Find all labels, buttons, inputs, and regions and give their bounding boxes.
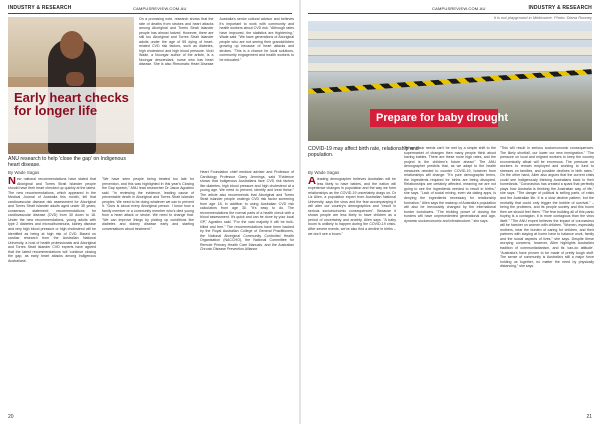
- photo-shelf: [308, 31, 592, 40]
- column-text: [308, 177, 396, 236]
- photo-face: [60, 31, 84, 59]
- drop-cap: A: [308, 177, 316, 187]
- column-2-text: "When basic needs can't be met by a simple shift to the supermarket of changes then many people think about having babies. There are these more high rates, and the project is the children's future ahead." The ANU demographer predicts that, as we adapt to the health measures needed to counter COVID-19, however from relationships will change. "It's pure demographic terms, the ingredients required for births are being disrupted. Relationships are certainly affected, meaning we are not going to see the ingredients needed to result in births," she says. "Lack of social mixing, even via dating apps, is denying the ingredients necessary for relationship formation." Allen says the makeup of Australia's population will also be irrevocably changed by the international border lockdowns. "The trickling power of closing the borders will have unprecedented generational and age-dynamic socioeconomic and infrastructure," she says.: [404, 146, 496, 223]
- article-column-3: [139, 17, 294, 167]
- article-column-2: [404, 146, 496, 417]
- article-column-1: [308, 177, 396, 417]
- article-byline: By Wade Sagas: [308, 170, 340, 175]
- column-4-text: Heart Foundation chief medical adviser and Professor of Cardiology Professor Garry Jennings, said "Evidence shows that Indigenous Australians face CVD risk factors like diabetes, high blood pressure and high cholesterol at a young age. We need to prevent, identify and treat these." The article also recommends that Aboriginal and Torres Strait Islander people undergo CVD risk factor screening from age 18, in addition to using Australian CVD risk calculators from age 30. "It's easy to do. The recommendations the normal parts of a health check with a blood assessment. It's quick and can be done by your local GP," Agostino said. "For the vast majority it will be bulk-billed and free." The recommendations have been backed by the Royal Australian College of General Practitioners, the National Aboriginal Community Controlled Health Organisation (NACCHO), the National Committee for Remote Primary Health Care Manuals, and the Australian Chronic Disease Prevention Alliance.: [200, 170, 294, 252]
- article-column-1: [8, 177, 96, 417]
- photo-caption: It is not playground in Melbourne. Photo: Diana Rooney: [493, 15, 592, 20]
- page-number: 21: [586, 414, 592, 420]
- drop-cap: N: [8, 177, 16, 187]
- column-1-text: leading demographer believes Australian will be less likely to have babies, and the nation will experience changes in population and the way we form relationships as the COVID-19 uncertainty drags on. Dr Liz Allen, a population expert from Australian National University, says the virus and the fear accompanying it will alter our country's demographics and "result in serious socioeconomic consequences". Because it shows people are less likely to have children as a period of uncertainty and anxiety, Allen says. "A baby boom is unlikely to happen during the COVID-19 crisis. After severe events, we've also find a decline in births – we don't see a boom.": [308, 177, 396, 236]
- article-standfirst: ANU research to help 'close the gap' on Indigenous heart disease.: [8, 156, 126, 169]
- column-1-text: ew national recommendations have stated that Aboriginal and Torres Strait Islander people should have their heart checked up quickly at the latest. The new recommendations, which appeared in the Medical Journal of Australia this month, tell that cardiovascular disease risk assessment for Aboriginal and Torres Strait Islander adults aged under 35 years; consensus statement; recommendations for cardiovascular disease (CVD) from 30 down to 18. Under the new recommendations, young adults with type 2 diabetes and microalbuminuria, kidney disease and very high blood pressure or high cholesterol will be identified as being at high risk of CVD. Based on cardiac research from the Australian National University, a host of health professionals and Aboriginal and Torres Strait Islander CVD experts have agreed that the latest recommendations will 'continue closing the gap, as early heart attacks among Indigenous Australians'.: [8, 177, 96, 263]
- article-column-4: [200, 170, 294, 417]
- article-photo: [308, 21, 592, 141]
- section-label: INDUSTRY & RESEARCH: [8, 5, 72, 11]
- column-3-text: "This will result in serious socioeconomic consequences. The likely shortfall, our lower our new immigration." "The pressure on local and migrant workers to keep the country economically afloat will be enormous. The pressure on workers to remain employed and working to fund to stresses on families, and possible declines in birth rates." On the other hand, Allen also argues that the current crisis could see Indigenously thinking Australians back to their homelands. "Coronavirus has created a spark that perfectly plays how Australia is thinking the Australian way of life," she says. "The danger of political is selling parts, of crisis and the Australian life. It is a slow decline pattern, but the mortality that could only trigger the bubble of survival." – being the problems, and its people society and this boom then we should feel them. "The fear building all of this panic buying is a contagion, it is more contagious than the virus itself." "The ANU expert believes the impact of coronavirus will be harsher on women with children. "Women, especially mothers, bear the burden of caring for children, and their partners with staying at home have to balance work, family and the social aspects of lives," she says. Despite these worrying concerns, however, Allen highlights Australia's tradition of communitarianism, and its 'can-do attitude'. "Australia's have proven to be made of pretty tough stuff. The sense of community is Australia's still a major force holding us together, no matter the need by physically distancing," she says.: [500, 146, 594, 269]
- article-standfirst: COVID-19 may affect birth rate, relationship and population.: [308, 146, 419, 159]
- article-headline: Early heart checks for longer life: [14, 90, 129, 118]
- section-label: INDUSTRY & RESEARCH: [528, 5, 592, 11]
- article-photo: [8, 17, 134, 154]
- article-byline: By Wade Sagas: [8, 170, 40, 175]
- column-3-text: On a promising note, research shows that the rate of deaths from strokes and heart attacks among Aboriginal and Torres Strait Islander people has almost halved. However, there are still too Aboriginal and Torres Strait Islander adults under the age of 55 dying of heart-related CVD risk factors, such as diabetes, high cholesterol and high blood pressure. Vicki Wade, a Noongar author of the article, is a Noongar descendant, nurse who has heart disease. She is also Rheumatic Heart Disease Australia's senior cultural advisor and believes it's important to work with community and health workers about CVD risk. "Although rates have improved, the statistics are frightening," Wade said. "We have generations of Aboriginal people who are not seeing their grandchildren growing up because of heart attacks and strokes. "This is a chance for local solutions, community engagement and health workers to be educated.": [139, 17, 294, 67]
- article-column-3: [500, 146, 594, 417]
- header-rule: [308, 13, 592, 14]
- site-url[interactable]: CAMPUSREVIEW.COM.AU: [133, 6, 187, 11]
- site-url[interactable]: CAMPUSREVIEW.COM.AU: [432, 6, 486, 11]
- right-page: [300, 0, 600, 424]
- photo-hand: [66, 72, 84, 86]
- photo-shelf: [308, 47, 592, 56]
- article-column-2: [102, 177, 194, 417]
- page-number: 20: [8, 414, 14, 420]
- header-rule: [8, 13, 292, 14]
- photo-shelf: [308, 63, 592, 72]
- photo-barrier-tape: [308, 69, 592, 94]
- column-text: [8, 177, 96, 263]
- column-2-text: "We have seen people being treated too late for prevention, and this was highlighted in this year's Closing the Gap speech," ANU lead researcher Dr Jason Agostino said. "In reviewing the evidence, leading cause of preventable death in Aboriginal and Torres Strait Islander peoples. We need to be doing whatever we can to prevent it. "Ours is about every Aboriginal person. I know how a family member or a community member who's died young from a heart attack or stroke. We need to change that. "We can improve things by picking up conditions like diabetes and kidney disease early and starting conversations about treatment.": [102, 177, 194, 232]
- article-headline: Prepare for baby drought: [376, 112, 509, 124]
